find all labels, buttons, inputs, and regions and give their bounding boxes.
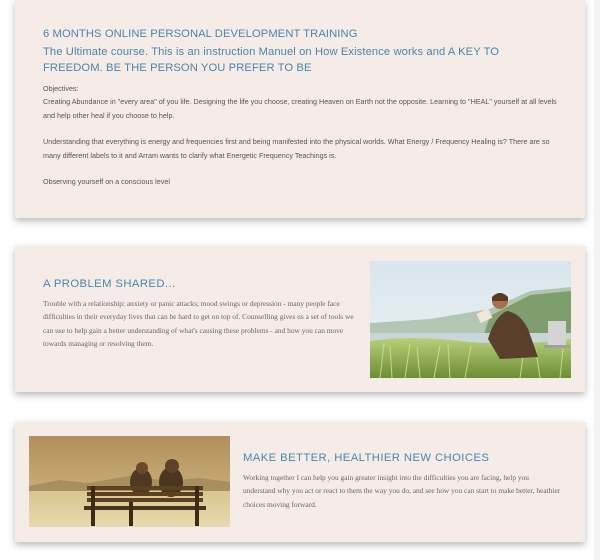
problem-shared-card <box>15 246 585 392</box>
better-choices-heading: MAKE BETTER, HEALTHIER NEW CHOICES <box>243 452 490 464</box>
objectives-paragraph-3: Observing yourseff on a conscious level <box>43 177 170 186</box>
better-choices-card <box>15 422 585 542</box>
problem-shared-text-block <box>43 278 355 350</box>
person-reading-in-grass-image <box>370 261 571 378</box>
better-choices-text-block <box>243 452 563 511</box>
training-card <box>15 0 585 218</box>
objectives-paragraph-1: Creating Abundance in "every area" of you life. Designing the life you choose, creating Heaven on Earth not the opposite. Learning to "HEAL" yourself at all levels and help other heal if you choose to help. <box>43 97 557 120</box>
objectives-paragraph-2: Understanding that everything is energy and frequencies first and being manifested into the physical worlds. What Energy / Frequency Healing is? There are so many different labels to it and Arram wants to clarify what Energetic Frequency Teachings is. <box>43 137 550 160</box>
objectives-label: Objectives: <box>43 83 79 93</box>
problem-shared-heading: A PROBLEM SHARED... <box>43 278 176 290</box>
better-choices-text: Working together I can help you gain greater insight into the difficulties you are facing, help you understand why you act or react to them the way you do, and see how you can start to make better, heathier choices moving forward. <box>243 473 561 509</box>
training-subtitle: The Ultimate course. This is an instruction Manuel on How Existence works and A KEY TO FREEDOM. BE THE PERSON YOU PREFER TO BE <box>43 45 500 74</box>
page-scrollbar[interactable] <box>594 0 600 560</box>
problem-shared-text: Trouble with a relationship; anxiety or panic attacks; mood swings or depression - many people face difficulties in their everyday lives that can be hard to get on top of. Counselling gives us a set of tools we can use to help gain a better understanding of what's causing these problems - and how you can move towards managing or resolving them. <box>43 299 354 348</box>
couple-on-bench-image <box>29 436 230 527</box>
training-title: 6 MONTHS ONLINE PERSONAL DEVELOPMENT TRAINING <box>43 28 358 40</box>
